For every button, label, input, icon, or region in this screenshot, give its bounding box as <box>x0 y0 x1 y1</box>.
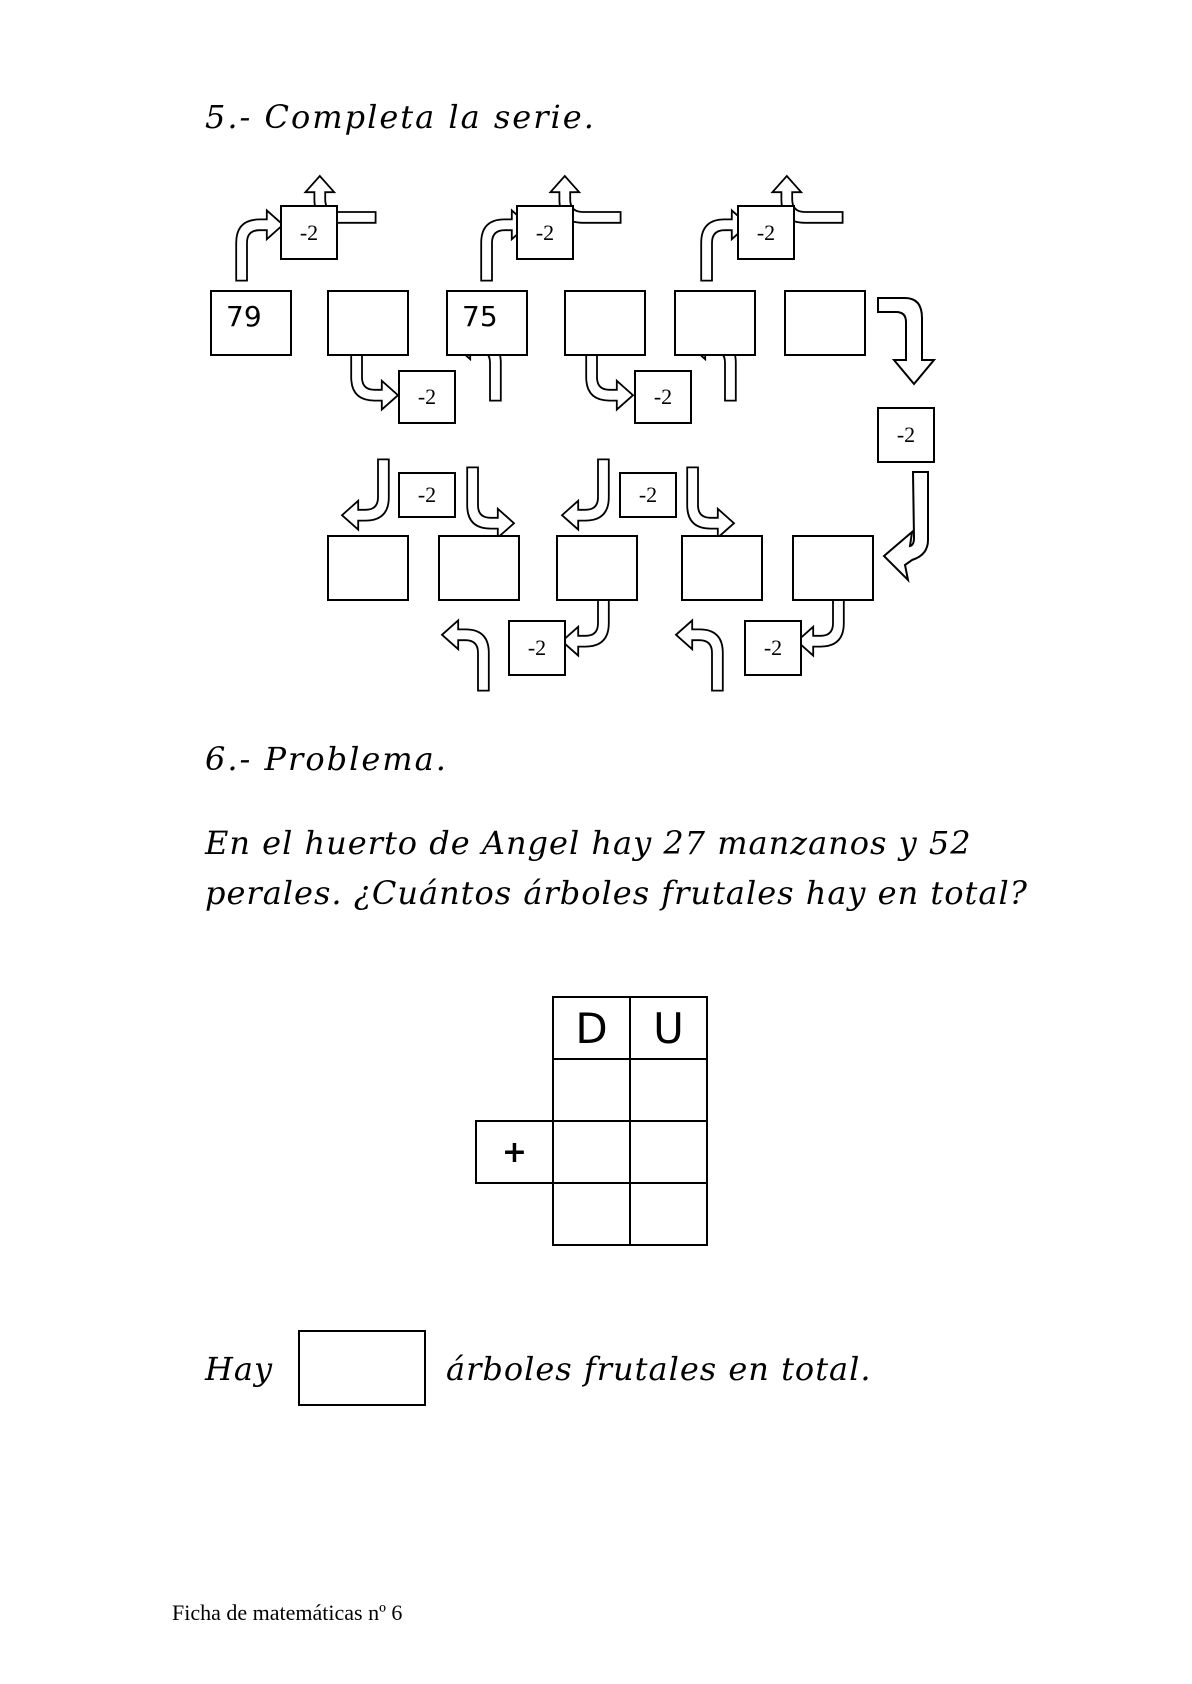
series-box-12[interactable] <box>438 535 520 601</box>
op-box: -2 <box>398 370 456 424</box>
op-box: -2 <box>634 370 692 424</box>
op-box: -2 <box>516 205 574 260</box>
series-box-10[interactable] <box>681 535 763 601</box>
arrow-left-up-7 <box>687 467 734 537</box>
series-value: 75 <box>462 300 498 333</box>
grid-header-d: D <box>552 996 631 1060</box>
exercise-6-title: 6.- Problema. <box>205 740 448 778</box>
arrow-left-7 <box>562 459 609 529</box>
problem-text-line-1: En el huerto de Angel hay 27 manzanos y 52 <box>205 824 972 862</box>
op-box: -2 <box>398 472 456 518</box>
grid-header-u: U <box>629 996 708 1060</box>
arrow-up-9 <box>676 620 723 690</box>
series-box-11[interactable] <box>556 535 638 601</box>
answer-suffix: árboles frutales en total. <box>446 1350 872 1388</box>
series-box-4[interactable] <box>564 290 646 356</box>
series-box-13[interactable] <box>327 535 409 601</box>
grid-operator-plus: + <box>475 1120 554 1184</box>
arrow-down-turn-left <box>884 472 928 580</box>
series-value: 79 <box>226 300 262 333</box>
answer-prefix: Hay <box>205 1350 274 1388</box>
op-box: -2 <box>737 205 795 260</box>
grid-cell-r3-u[interactable] <box>629 1182 708 1246</box>
arrow-left-6 <box>342 459 389 529</box>
series-box-1[interactable] <box>210 290 292 356</box>
footer-text: Ficha de matemáticas nº 6 <box>172 1600 403 1625</box>
exercise-5-title: 5.- Completa la serie. <box>205 98 596 136</box>
series-box-9[interactable] <box>792 535 874 601</box>
series-box-5[interactable] <box>674 290 756 356</box>
arrow-up-8 <box>442 620 489 690</box>
op-box: -2 <box>280 205 338 260</box>
op-box: -2 <box>508 620 566 676</box>
arrow-left-up-6 <box>467 467 514 537</box>
grid-cell-r2-u[interactable] <box>629 1120 708 1184</box>
op-box: -2 <box>744 620 802 676</box>
answer-box[interactable] <box>298 1330 426 1406</box>
problem-text-line-2: perales. ¿Cuántos árboles frutales hay en total? <box>205 874 1028 912</box>
grid-cell-r1-u[interactable] <box>629 1058 708 1122</box>
series-box-6[interactable] <box>784 290 866 356</box>
grid-cell-r3-d[interactable] <box>552 1182 631 1246</box>
grid-cell-r2-d[interactable] <box>552 1120 631 1184</box>
op-box: -2 <box>877 407 935 463</box>
series-box-2[interactable] <box>327 290 409 356</box>
series-box-3[interactable] <box>446 290 528 356</box>
op-box: -2 <box>619 472 677 518</box>
arrow-right-turn-down <box>878 298 934 384</box>
grid-cell-r1-d[interactable] <box>552 1058 631 1122</box>
arrow-up-right-1 <box>236 210 283 280</box>
